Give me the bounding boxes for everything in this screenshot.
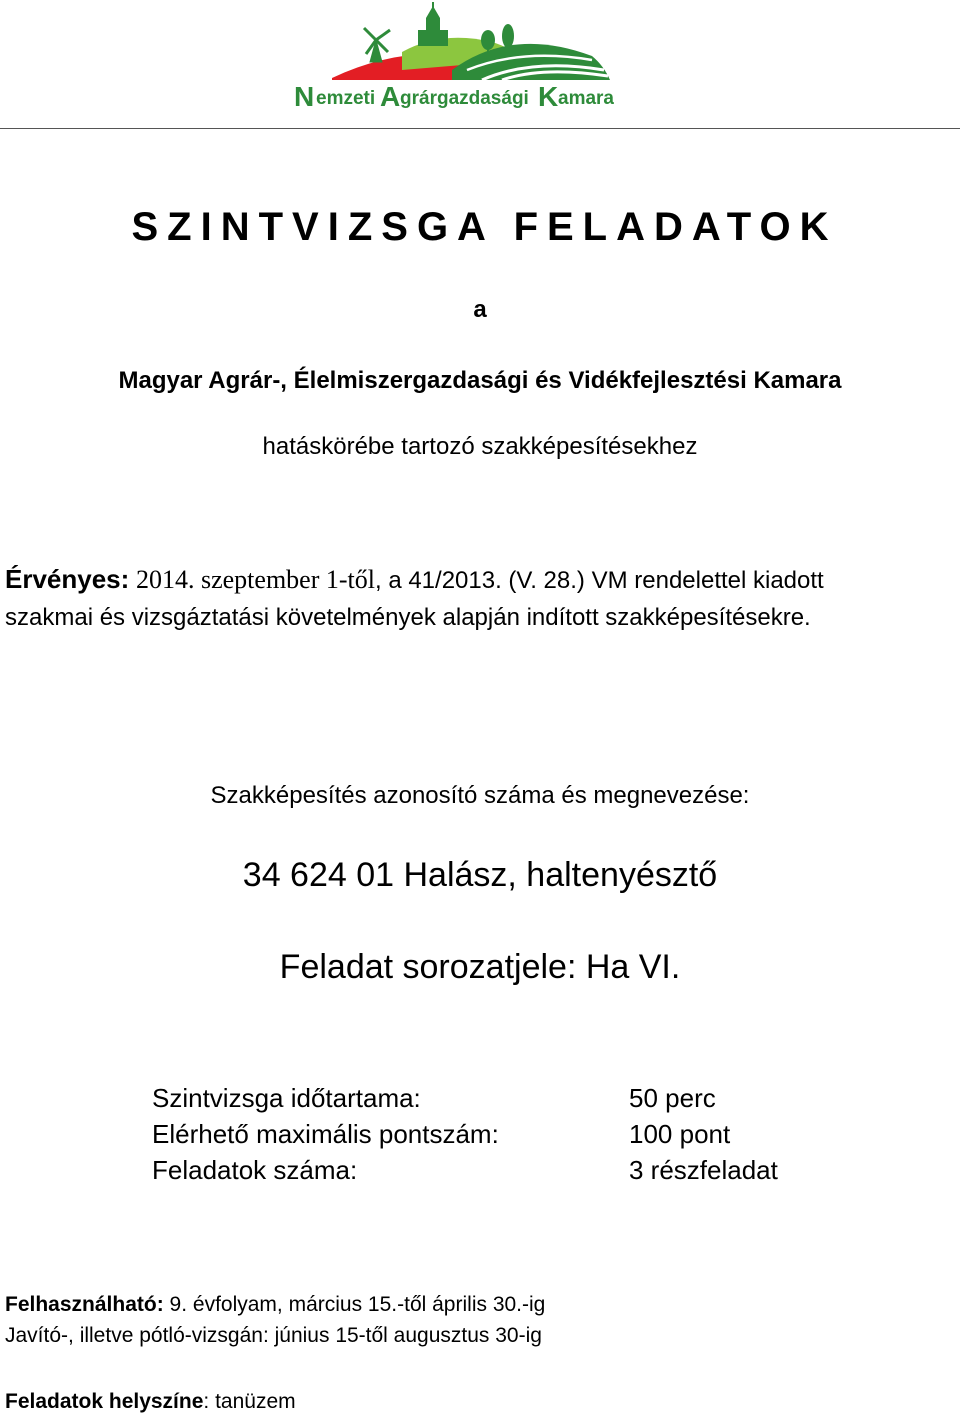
logo-letter-a: A [380, 81, 401, 112]
validity-label: Érvényes: [5, 564, 130, 594]
location-label: Feladatok helyszíne [5, 1390, 204, 1413]
info-key: Elérhető maximális pontszám: [152, 1119, 499, 1149]
logo-letter-n: N [294, 81, 315, 112]
qualification-label: Szakképesítés azonosító száma és megnevezése: [210, 782, 750, 809]
logo-windmill [364, 28, 390, 62]
info-row-task-count [152, 1152, 852, 1188]
info-key: Szintvizsga időtartama: [152, 1083, 421, 1113]
logo-church [418, 2, 448, 46]
exam-info-table [152, 1080, 852, 1188]
validity-paragraph [5, 561, 955, 636]
qualification-name: 34 624 01 Halász, haltenyésztő [242, 856, 718, 894]
nak-logo [292, 0, 614, 112]
info-value: 3 részfeladat [629, 1155, 778, 1185]
article-a: a [473, 296, 487, 323]
location-line [5, 1387, 955, 1417]
info-row-max-points [152, 1116, 852, 1152]
validity-rest: , a 41/2013. (V. 28.) VM rendelettel kiadott [374, 567, 824, 594]
logo-word-emzeti: emzeti [316, 88, 376, 109]
info-row-duration [152, 1080, 852, 1116]
scope-text: hatáskörébe tartozó szakképesítésekhez [262, 433, 698, 460]
usable-label: Felhasználható: [5, 1293, 164, 1316]
document-title: SZINTVIZSGA FELADATOK [131, 205, 838, 249]
info-value: 100 pont [629, 1119, 731, 1149]
logo-word-grargazdasagi: grárgazdasági [400, 88, 529, 109]
usable-line [5, 1290, 955, 1320]
validity-date: 2014. szeptember 1-től [135, 565, 375, 594]
logo-word-amara: amara [558, 88, 614, 109]
retake-line: Javító-, illetve pótló-vizsgán: június 15-től augusztus 30-ig [5, 1324, 542, 1347]
info-key: Feladatok száma: [152, 1155, 358, 1185]
info-value: 50 perc [629, 1083, 716, 1113]
chamber-name: Magyar Agrár-, Élelmiszergazdasági és Vidékfejlesztési Kamara [118, 367, 842, 394]
header-divider [0, 128, 960, 129]
series-code: Feladat sorozatjele: Ha VI. [279, 948, 681, 986]
validity-line2: szakmai és vizsgáztatási követelmények alapján indított szakképesítésekre. [5, 604, 811, 631]
usable-value: 9. évfolyam, március 15.-től április 30.-ig [163, 1293, 546, 1316]
logo-letter-k: K [538, 81, 559, 112]
location-value: : tanüzem [203, 1390, 296, 1413]
